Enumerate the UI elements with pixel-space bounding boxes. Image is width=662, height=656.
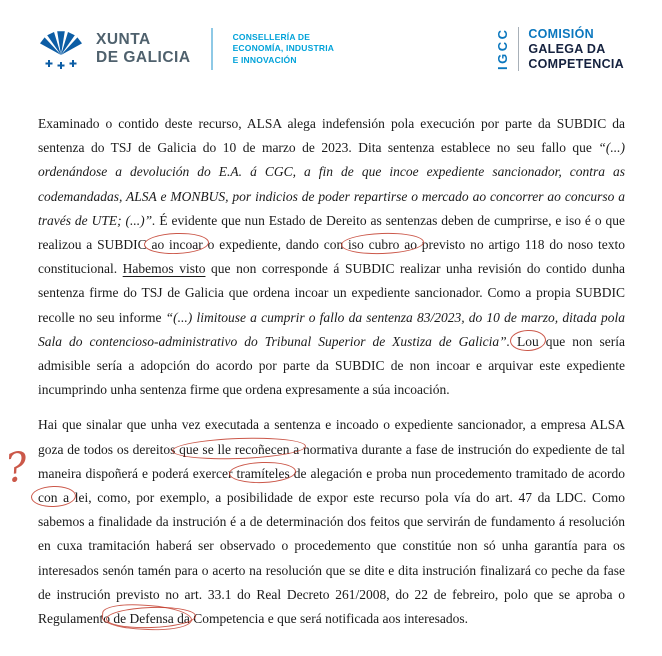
- text-segment: Hai que sinalar que unha vez executada a sentenza e incoado o expediente sancionador, a empresa ALSA goza de todos os dereitos: [38, 417, 625, 457]
- igcc-wordmark: [528, 27, 624, 72]
- xunta-name-line1: XUNTA: [96, 31, 151, 48]
- header-divider: [211, 28, 213, 70]
- text-segment: “(...) ordenándose a devolución do E.A. á CGC, a fin de que incoe expediente sancionador, contra as codemandadas, ALSA e MONBUS, por indicios de poder repartirse o mercado ao concorrer ao concurso a través de UTE; (...)”.: [38, 140, 625, 228]
- igcc-logo: [496, 26, 624, 72]
- conselleria-line3: E INNOVACIÓN: [232, 54, 297, 65]
- document-body: [38, 112, 625, 631]
- text-segment: Competencia e que será notificada aos interesados.: [189, 611, 468, 627]
- text-segment: que non sería admisible sería a adopción do acordo por parte da SUBDIC de non incoar e arquivar este expediente incumprindo unha sentenza firme que ordena expresamente a súa incoación.: [38, 333, 625, 398]
- text-segment: de alegación e proba nun procedemento tramitado de acordo: [289, 465, 625, 481]
- text-segment: [510, 334, 517, 349]
- igcc-line1: COMISIÓN: [528, 26, 594, 41]
- text-segment: o expediente, dando con: [202, 237, 349, 253]
- text-segment: “(...) limitouse a cumprir o fallo da sentenza 83/2023, do 10 de marzo, ditada pola Sala do contencioso-administrativo do Tribunal Superior de Xustiza de Galicia”.: [38, 309, 626, 349]
- red-scribble-annotation: de Defensa da: [113, 611, 190, 627]
- xunta-name: [96, 31, 191, 67]
- margin-question-mark-annotation: ?: [2, 443, 31, 493]
- red-circle-annotation: que se lle recoñecen a: [179, 441, 300, 457]
- igcc-line3: COMPETENCIA: [528, 56, 624, 71]
- underlined-text: Habemos visto: [122, 261, 206, 277]
- red-circle-annotation: con a: [38, 490, 70, 506]
- xunta-emblem-icon: [36, 26, 86, 72]
- text-segment: previsto no artigo 118 do noso texto constitucional.: [38, 237, 626, 277]
- red-circle-annotation: Lou: [517, 333, 539, 349]
- conselleria-line2: ECONOMÍA, INDUSTRIA: [232, 43, 335, 54]
- text-segment: Examinado o contido deste recurso, ALSA alega indefensión pola execución por parte da SUBDIC da sentenza do TSJ de Galicia do 10 de marzo de 2023. Dita sentenza establece no seu fallo que: [38, 116, 625, 156]
- text-segment: normativa durante a fase de instrución do expediente de tal maneira dispoñerá e poderá exercer: [38, 441, 625, 481]
- igcc-acronym: IGCC: [495, 27, 511, 71]
- red-circle-annotation: ao incoar: [151, 237, 203, 253]
- igcc-divider: [518, 27, 519, 71]
- xunta-de-galicia-logo: [36, 26, 334, 72]
- conselleria-line1: CONSELLERÍA DE: [232, 31, 311, 42]
- red-circle-annotation: iso cubro ao: [348, 237, 417, 253]
- text-segment: lei, como, por exemplo, a posibilidade de expor este recurso pola vía do art. 47 da LDC. Como sabemos a finalidade da instrución é a de determinación dos feitos que servirán de fundamento á resolución en cuxa tramitación haberá ser observado o procedemento que constitúe non só unha garantía para os interesados senón tamén para o acerto na resolución que se dite e dita instrución finalizará co peche da fase de instrución previsto no art. 33.1 do Real Decreto 261/2008, do 22 de febreiro, polo que se aproba o Regulamento: [38, 490, 625, 627]
- page-header: [0, 0, 662, 72]
- paragraph: [38, 413, 625, 631]
- text-segment: que non corresponde á SUBDIC realizar unha revisión do contido dunha sentenza firme do TSJ de Galicia que ordena incoar un expediente sancionador. Como a propia SUBDIC recolle no seu informe: [38, 261, 626, 325]
- paragraph: [38, 112, 625, 402]
- text-segment: É evidente que nun Estado de Dereito as sentenzas deben de cumprirse, e iso é o que realizou a SUBDIC: [38, 212, 625, 253]
- red-circle-annotation: tramíteles: [236, 465, 290, 481]
- xunta-name-line2: DE GALICIA: [96, 49, 191, 66]
- igcc-line2: GALEGA DA: [528, 41, 606, 56]
- conselleria-label: [233, 32, 335, 67]
